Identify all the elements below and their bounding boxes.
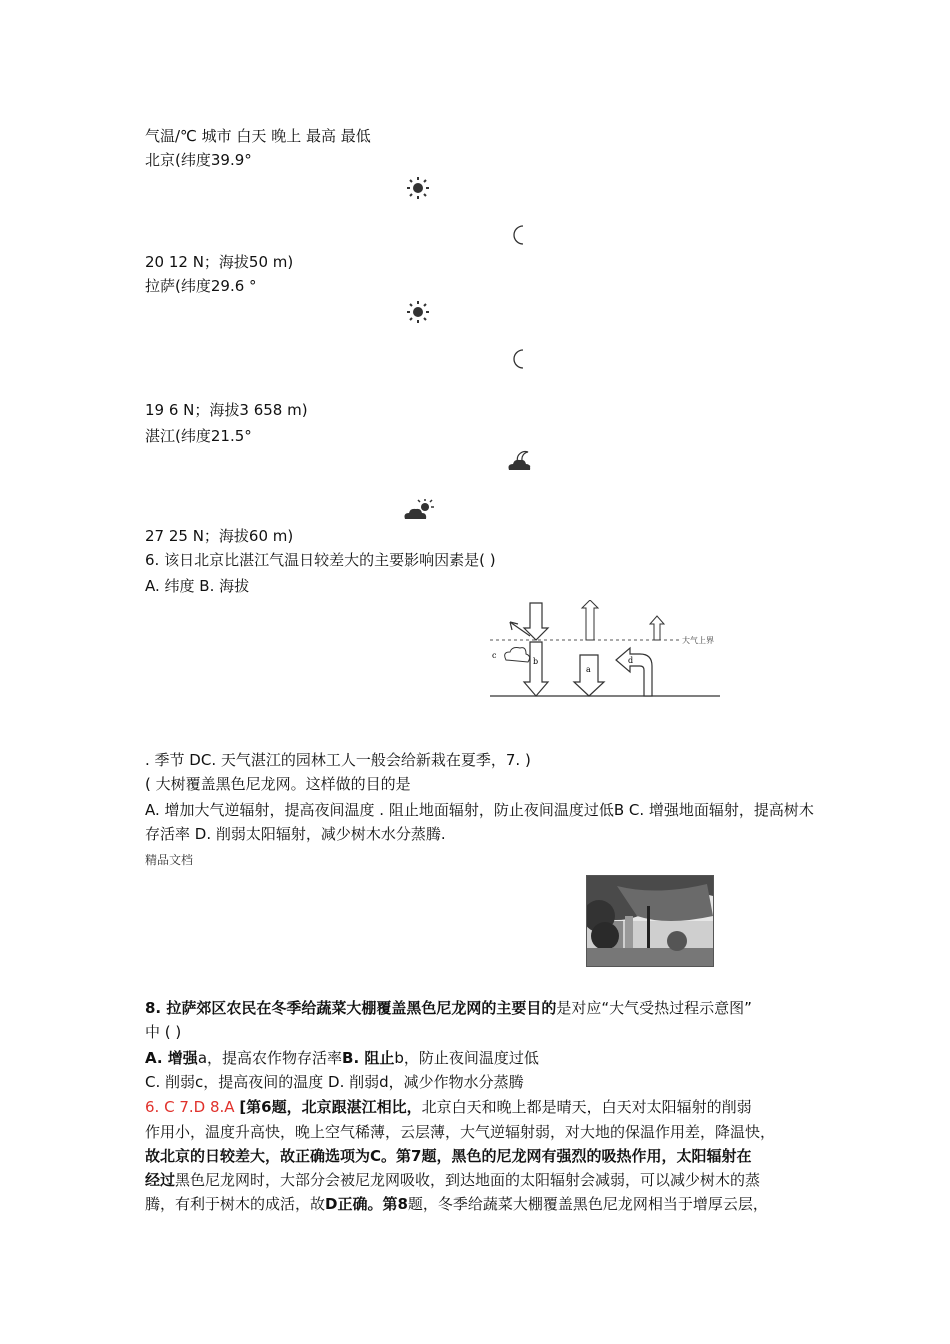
answer-key: 6. C 7.D 8.A [145, 1098, 235, 1116]
cloud-sun-icon [403, 499, 435, 521]
answer-p4-bold: 经过 [145, 1171, 176, 1189]
answer-line4 [145, 1170, 760, 1190]
label-a: a [586, 665, 591, 674]
answer-p5-end: 题，冬季给蔬菜大棚覆盖黑色尼龙网相当于增厚云层， [407, 1195, 768, 1213]
label-b: b [533, 657, 539, 666]
q8-opt-b-bold: B. 阻止 [342, 1049, 395, 1067]
q8-stem-rest: 是对应“大气受热过程示意图” [556, 999, 752, 1017]
moon-icon [512, 348, 528, 370]
city-lhasa: 拉萨(纬度29.6 ° [145, 277, 257, 295]
q7-options: A. 增加大气逆辐射，提高夜间温度 . 阻止地面辐射，防止夜间温度过低B C. 增强地面辐射，提高树木存活率 D. 削弱太阳辐射，减少树木水分蒸腾. [145, 801, 814, 843]
watermark-text: 精品文档 [145, 853, 194, 867]
q8-opt-a-bold: A. 增强 [145, 1049, 198, 1067]
label-c: c [492, 651, 497, 660]
q8-options-cd: C. 削弱c，提高夜间的温度 D. 削弱d，减少作物水分蒸腾 [145, 1073, 524, 1091]
city-zhanjiang: 湛江(纬度21.5° [145, 427, 252, 445]
q7-line1: . 季节 DC. 天气湛江的园林工人一般会给新栽在夏季，7. ) [145, 751, 531, 769]
answer-p1-rest: 北京白天和晚上都是晴天，白天对太阳辐射的削弱 [421, 1098, 752, 1116]
answer-line1 [145, 1097, 752, 1117]
q8-stem [145, 998, 752, 1018]
moon-icon [512, 224, 528, 246]
q6-options-ab: A. 纬度 B. 海拔 [145, 577, 250, 595]
q6-stem: 6. 该日北京比湛江气温日较差大的主要影响因素是( ) [145, 551, 496, 569]
stats-lhasa: 19 6 N；海拔3 658 m) [145, 401, 308, 419]
arrow-d [616, 648, 652, 696]
stats-beijing: 20 12 N；海拔50 m) [145, 253, 294, 271]
sun-icon [406, 176, 430, 200]
q7-line2: ( 大树覆盖黑色尼龙网。这样做的目的是 [145, 775, 411, 793]
q8-opt-b-rest: b，防止夜间温度过低 [394, 1049, 539, 1067]
answer-line5 [145, 1194, 768, 1214]
table-header: 气温/℃ 城市 白天 晚上 最高 最低 [145, 127, 371, 145]
q8-stem-line2: 中 ( ) [145, 1023, 182, 1041]
answer-p4-rest: 黑色尼龙网时，大部分会被尼龙网吸收，到达地面的太阳辐射会减弱，可以减少树木的蒸 [175, 1171, 761, 1189]
answer-line3: 故北京的日较差大，故正确选项为C。第7题，黑色的尼龙网有强烈的吸热作用，太阳辐射在 [145, 1147, 752, 1165]
sun-icon [406, 300, 430, 324]
q8-stem-bold: 8. 拉萨郊区农民在冬季给蔬菜大棚覆盖黑色尼龙网的主要目的 [145, 999, 557, 1017]
city-beijing: 北京(纬度39.9° [145, 151, 252, 169]
atmosphere-top-label: 大气上界 [682, 636, 714, 645]
answer-p5-bold: D正确。第8 [325, 1195, 408, 1213]
cloud-moon-icon [506, 450, 538, 472]
q8-opt-a-rest: a，提高农作物存活率 [197, 1049, 343, 1067]
q8-options-ab [145, 1048, 539, 1068]
cloud-c [505, 648, 530, 663]
nylon-net-photo [586, 875, 714, 967]
answer-p5-rest: 腾，有利于树木的成活，故 [145, 1195, 326, 1213]
ground-radiation-arrow [582, 600, 598, 640]
stats-zhanjiang: 27 25 N；海拔60 m) [145, 527, 294, 545]
label-d: d [628, 656, 634, 665]
answer-p1-bold: [第6题，北京跟湛江相比， [239, 1098, 422, 1116]
answer-line2: 作用小，温度升高快，晚上空气稀薄，云层薄，大气逆辐射弱，对大地的保温作用差，降温快， [145, 1123, 776, 1141]
arrow-a [574, 655, 604, 696]
atmosphere-radiation-arrow [650, 616, 664, 640]
arrow-b [524, 642, 548, 696]
atmosphere-heating-diagram [480, 600, 730, 705]
